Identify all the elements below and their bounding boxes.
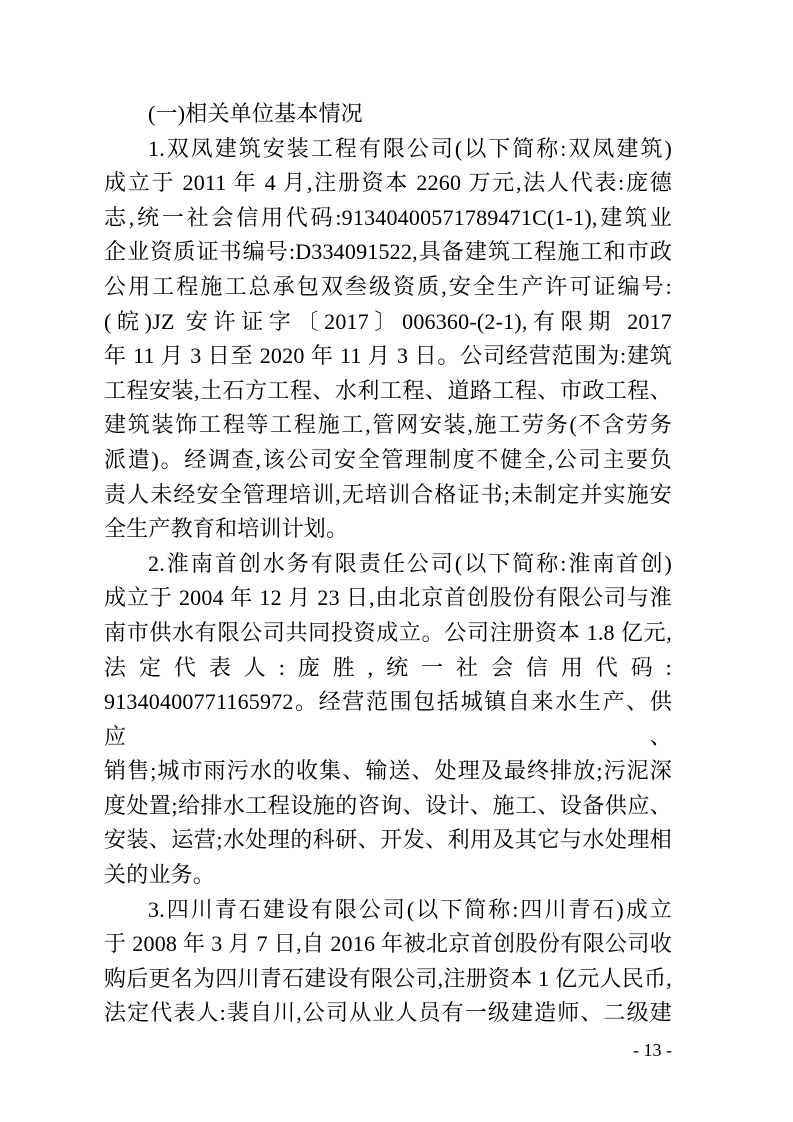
- paragraph-3-line: 法定代表人:裴自川,公司从业人员有一级建造师、二级建: [104, 1000, 672, 1026]
- paragraph-2-line: 安装、运营;水处理的科研、开发、利用及其它与水处理相: [104, 827, 672, 853]
- paragraph-2-line: 91340400771165972。经营范围包括城镇自来水生产、供应、: [104, 689, 672, 749]
- paragraph-1-line: 成立于 2011 年 4 月,注册资本 2260 万元,法人代表:庞德: [104, 170, 672, 196]
- paragraph-1-line: 工程安装,土石方工程、水利工程、道路工程、市政工程、: [104, 377, 672, 403]
- paragraph-2-line: 法定代表人:庞胜,统一社会信用代码:: [104, 654, 672, 680]
- section-heading: (一)相关单位基本情况: [148, 101, 363, 126]
- paragraph-1-line: 企业资质证书编号:D334091522,具备建筑工程施工和市政: [104, 239, 672, 265]
- paragraph-2-line: 南市供水有限公司共同投资成立。公司注册资本 1.8 亿元,: [104, 619, 672, 645]
- page-number: - 13 -: [633, 1040, 672, 1060]
- paragraph-1-line: (皖)JZ 安许证字〔2017〕006360-(2-1),有限期 2017: [104, 308, 672, 334]
- paragraph-1-line: 建筑装饰工程等工程施工,管网安装,施工劳务(不含劳务: [104, 412, 672, 438]
- paragraph-1-line: 志,统一社会信用代码:91340400571789471C(1-1),建筑业: [104, 204, 672, 230]
- paragraph-2-line: 度处置;给排水工程设施的咨询、设计、施工、设备供应、: [104, 792, 672, 818]
- paragraph-1-line: 派遣)。经调查,该公司安全管理制度不健全,公司主要负: [104, 446, 672, 472]
- paragraph-1-line: 公用工程施工总承包双叁级资质,安全生产许可证编号:: [104, 273, 672, 299]
- paragraph-3-line: 购后更名为四川青石建设有限公司,注册资本 1 亿元人民币,: [104, 965, 672, 991]
- paragraph-3-line: 于 2008 年 3 月 7 日,自 2016 年被北京首创股份有限公司收: [104, 931, 672, 957]
- paragraph-1-line: 年 11 月 3 日至 2020 年 11 月 3 日。公司经营范围为:建筑: [104, 343, 672, 369]
- document-body: [104, 97, 672, 1031]
- paragraph-3-line: 3.四川青石建设有限公司(以下简称:四川青石)成立: [148, 896, 672, 922]
- paragraph-1-line: 责人未经安全管理培训,无培训合格证书;未制定并实施安: [104, 481, 672, 507]
- paragraph-1-line: 全生产教育和培训计划。: [104, 516, 349, 542]
- paragraph-2-line: 销售;城市雨污水的收集、输送、处理及最终排放;污泥深: [104, 758, 672, 784]
- paragraph-2-line: 成立于 2004 年 12 月 23 日,由北京首创股份有限公司与淮: [104, 585, 672, 611]
- paragraph-1-line: 1.双凤建筑安装工程有限公司(以下简称:双凤建筑): [148, 135, 672, 161]
- paragraph-2-line: 2.淮南首创水务有限责任公司(以下简称:淮南首创): [148, 550, 672, 576]
- paragraph-2-line: 关的业务。: [104, 862, 216, 888]
